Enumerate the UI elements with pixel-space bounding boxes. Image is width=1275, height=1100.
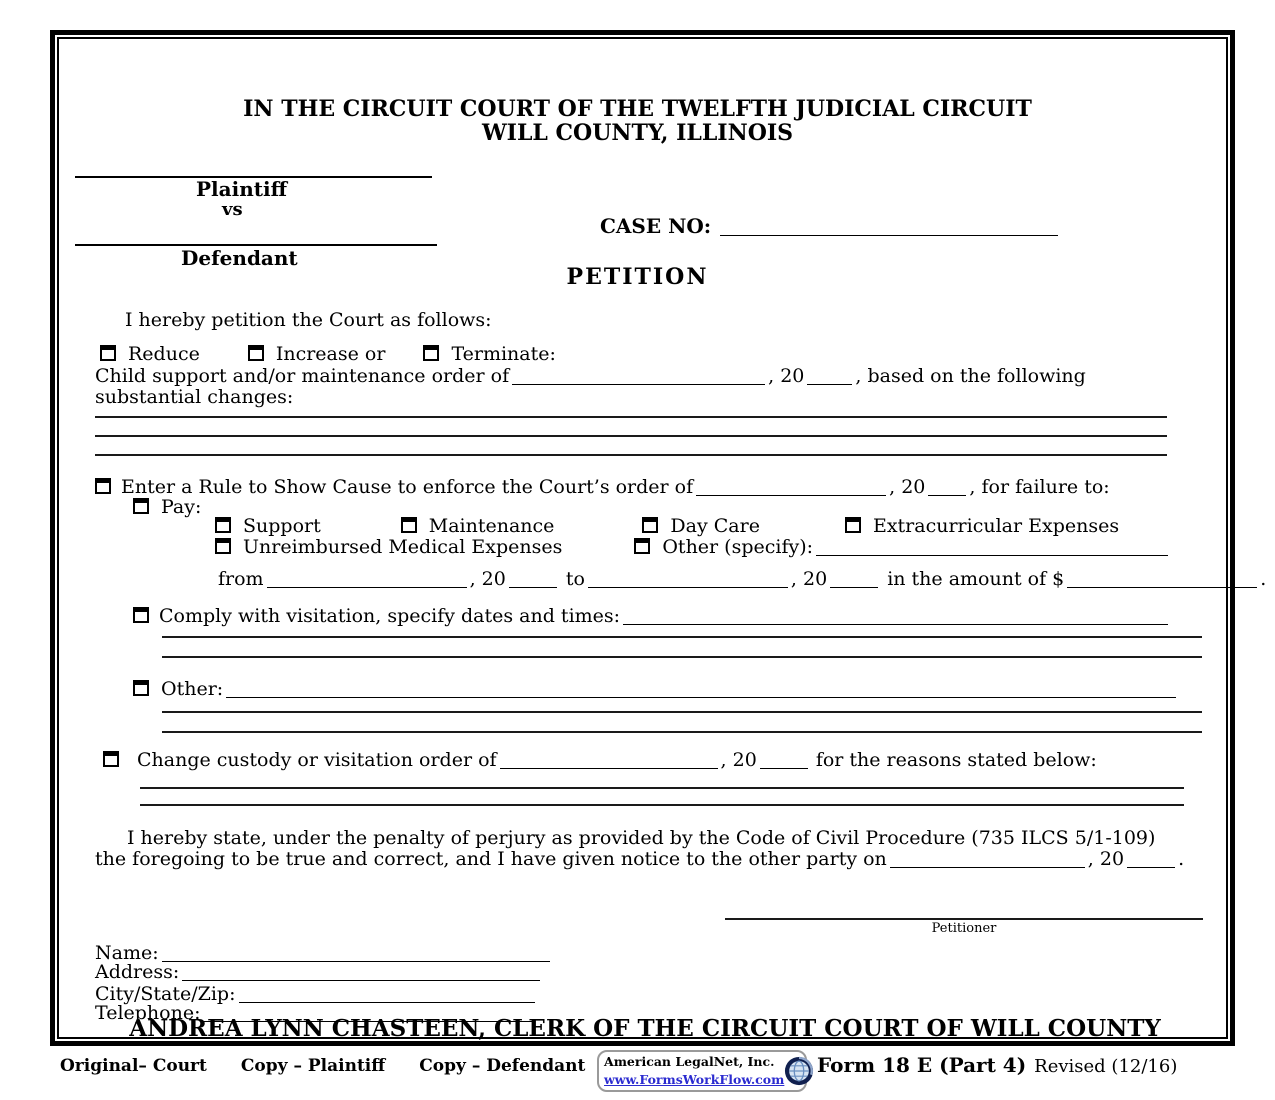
- pay-options-row-1: [215, 516, 1119, 538]
- legalnet-box: [597, 1050, 807, 1092]
- perjury-line2-pre: the foregoing to be true and correct, and I have given notice to the other party on: [95, 848, 887, 870]
- other-specify-label: Other (specify):: [662, 536, 814, 558]
- plaintiff-label: Plaintiff: [196, 177, 287, 201]
- globe-icon: [784, 1056, 814, 1086]
- copy-original-court: Original– Court: [60, 1056, 207, 1076]
- increase-label: Increase or: [275, 343, 386, 365]
- checkbox-terminate[interactable]: [423, 345, 439, 361]
- checkbox-unreimbursed-medical[interactable]: [215, 538, 231, 554]
- writing-line-other-2[interactable]: [162, 731, 1202, 733]
- blank-from-year[interactable]: [509, 587, 557, 588]
- blank-other-specify[interactable]: [816, 555, 1168, 556]
- court-title-line2: WILL COUNTY, ILLINOIS: [481, 120, 794, 146]
- writing-line-comply-2[interactable]: [162, 656, 1202, 658]
- perjury-line-1: I hereby state, under the penalty of perjury as provided by the Code of Civil Procedure (735 ILCS 5/1-109): [127, 827, 1156, 849]
- comply-row: [133, 606, 1171, 628]
- blank-from-date[interactable]: [267, 587, 467, 588]
- name-label: Name:: [95, 942, 159, 964]
- blank-order-year[interactable]: [807, 384, 852, 385]
- day-care-label: Day Care: [670, 515, 760, 537]
- extracurricular-label: Extracurricular Expenses: [872, 515, 1120, 537]
- checkbox-other[interactable]: [133, 680, 149, 696]
- case-no-field[interactable]: [720, 235, 1058, 236]
- form-number: Form 18 E (Part 4): [817, 1053, 1027, 1077]
- telephone-label: Telephone:: [95, 1002, 201, 1024]
- writing-line-substantial-2[interactable]: [95, 435, 1167, 437]
- unreimbursed-label: Unreimbursed Medical Expenses: [243, 536, 563, 558]
- to-label: to: [565, 568, 585, 590]
- checkbox-pay[interactable]: [133, 498, 149, 514]
- reduce-label: Reduce: [128, 343, 200, 365]
- blank-address[interactable]: [182, 980, 540, 981]
- from-to-amount-row: [218, 569, 1266, 591]
- defendant-label: Defendant: [181, 246, 298, 270]
- custody-year-prefix: , 20: [720, 749, 757, 771]
- blank-rule-order-year[interactable]: [928, 495, 966, 496]
- pay-row: [133, 497, 201, 519]
- blank-notice-year[interactable]: [1127, 867, 1175, 868]
- blank-amount[interactable]: [1067, 587, 1257, 588]
- revised-date: Revised (12/16): [1034, 1056, 1178, 1077]
- rule-pre-text: Enter a Rule to Show Cause to enforce the Court’s order of: [121, 476, 694, 498]
- checkbox-other-expense[interactable]: [634, 538, 650, 554]
- blank-to-date[interactable]: [588, 587, 788, 588]
- custody-pre-text: Change custody or visitation order of: [137, 749, 497, 771]
- rule-year-prefix: , 20: [889, 476, 926, 498]
- case-no-row: [600, 215, 1061, 239]
- amount-period: .: [1260, 568, 1267, 590]
- blank-other[interactable]: [226, 697, 1176, 698]
- address-row: [95, 962, 543, 984]
- writing-line-custody-2[interactable]: [140, 804, 1184, 806]
- petition-intro: I hereby petition the Court as follows:: [125, 309, 492, 331]
- rule-row: [95, 477, 1110, 499]
- terminate-label: Terminate:: [451, 343, 556, 365]
- from-year-prefix: , 20: [469, 568, 506, 590]
- year-prefix: , 20: [768, 365, 805, 387]
- legalnet-company: American LegalNet, Inc.: [604, 1053, 775, 1069]
- checkbox-maintenance[interactable]: [401, 517, 417, 533]
- writing-line-substantial-1[interactable]: [95, 416, 1167, 418]
- to-year-prefix: , 20: [790, 568, 828, 590]
- legalnet-text: [604, 1054, 784, 1088]
- address-label: Address:: [95, 961, 180, 983]
- modification-order-row: [95, 366, 1086, 388]
- pay-options-row-2: [215, 537, 1171, 559]
- blank-custody-year[interactable]: [760, 768, 808, 769]
- other-row: [133, 679, 1179, 701]
- legalnet-url[interactable]: www.FormsWorkFlow.com: [604, 1071, 785, 1087]
- modification-options-row: [100, 344, 556, 366]
- amount-label: in the amount of $: [887, 568, 1065, 590]
- checkbox-change-custody[interactable]: [103, 751, 119, 767]
- checkbox-day-care[interactable]: [642, 517, 658, 533]
- comply-label: Comply with visitation, specify dates and times:: [159, 605, 621, 627]
- checkbox-support[interactable]: [215, 517, 231, 533]
- order-post-text: , based on the following: [855, 365, 1086, 387]
- perjury-year-prefix: , 20: [1087, 848, 1125, 870]
- blank-to-year[interactable]: [830, 587, 878, 588]
- copy-defendant: Copy – Defendant: [419, 1056, 586, 1076]
- page-title: PETITION: [566, 264, 709, 290]
- custody-row: [103, 750, 1097, 772]
- support-label: Support: [243, 515, 321, 537]
- custody-post-text: for the reasons stated below:: [815, 749, 1097, 771]
- other-label: Other:: [161, 678, 224, 700]
- checkbox-comply-visitation[interactable]: [133, 607, 149, 623]
- petitioner-label: Petitioner: [931, 921, 997, 936]
- form-number-row: [817, 1054, 1177, 1078]
- pay-label: Pay:: [161, 496, 202, 518]
- petitioner-signature-line[interactable]: [725, 918, 1203, 920]
- checkbox-rule-show-cause[interactable]: [95, 478, 111, 494]
- writing-line-other-1[interactable]: [162, 711, 1202, 713]
- blank-custody-date[interactable]: [500, 768, 718, 769]
- from-label: from: [218, 568, 264, 590]
- rule-post-text: , for failure to:: [969, 476, 1110, 498]
- writing-line-substantial-3[interactable]: [95, 454, 1167, 456]
- case-no-label: CASE NO:: [600, 214, 712, 238]
- perjury-line2-end: .: [1178, 848, 1185, 870]
- city-state-zip-label: City/State/Zip:: [95, 983, 236, 1005]
- footer-copies: [60, 1055, 613, 1077]
- writing-line-comply-1[interactable]: [162, 636, 1202, 638]
- blank-comply[interactable]: [623, 624, 1168, 625]
- blank-notice-date[interactable]: [890, 867, 1085, 868]
- checkbox-reduce[interactable]: [100, 345, 116, 361]
- writing-line-custody-1[interactable]: [140, 787, 1184, 789]
- perjury-line-2: [95, 849, 1184, 871]
- clerk-line: ANDREA LYNN CHASTEEN, CLERK OF THE CIRCUIT COURT OF WILL COUNTY: [129, 1015, 1161, 1042]
- substantial-changes-label: substantial changes:: [95, 386, 294, 408]
- court-title-line1: IN THE CIRCUIT COURT OF THE TWELFTH JUDICIAL CIRCUIT: [243, 96, 1032, 122]
- checkbox-extracurricular[interactable]: [845, 517, 861, 533]
- copy-plaintiff: Copy – Plaintiff: [240, 1056, 386, 1076]
- checkbox-increase[interactable]: [248, 345, 264, 361]
- blank-rule-order-date[interactable]: [696, 495, 886, 496]
- vs-label: vs: [222, 199, 243, 220]
- blank-order-date[interactable]: [512, 384, 765, 385]
- order-pre-text: Child support and/or maintenance order of: [95, 365, 510, 387]
- maintenance-label: Maintenance: [428, 515, 555, 537]
